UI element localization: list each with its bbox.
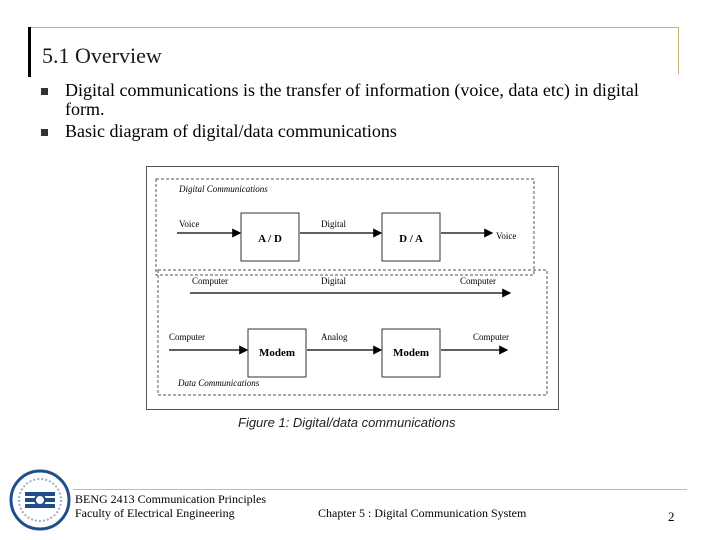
footer-course-info	[75, 492, 266, 520]
communications-diagram	[146, 166, 559, 410]
bullet-list	[40, 81, 680, 144]
figure-caption: Figure 1: Digital/data communications	[238, 415, 456, 430]
footer-course-name: BENG 2413 Communication Principles	[75, 492, 266, 506]
university-logo	[8, 468, 72, 532]
row3-left-label: Computer	[169, 332, 205, 342]
modem-left-label: Modem	[258, 347, 296, 359]
title-accent-bar	[28, 27, 31, 77]
slide-title: 5.1 Overview	[42, 43, 162, 68]
bullet-text: Basic diagram of digital/data communications	[65, 121, 397, 141]
digital-communications-label: Digital Communications	[179, 184, 268, 194]
diagram-canvas	[147, 167, 558, 409]
ad-converter-label: A / D	[258, 233, 282, 245]
row3-right-label: Computer	[473, 332, 509, 342]
row1-mid-label: Digital	[321, 219, 346, 229]
footer-chapter: Chapter 5 : Digital Communication System	[318, 506, 527, 520]
bullet-square-icon	[41, 88, 48, 95]
row2-right-label: Computer	[460, 276, 496, 286]
bullet-item	[40, 81, 680, 119]
row2-mid-label: Digital	[321, 276, 346, 286]
row1-left-label: Voice	[179, 219, 200, 229]
page-number: 2	[668, 509, 675, 524]
footer-faculty-name: Faculty of Electrical Engineering	[75, 506, 235, 520]
da-converter-label: D / A	[399, 233, 423, 245]
bullet-item	[40, 122, 680, 141]
footer-divider	[73, 489, 687, 490]
row3-mid-label: Analog	[321, 332, 348, 342]
bullet-square-icon	[41, 129, 48, 136]
university-logo-icon	[8, 468, 72, 532]
data-communications-label: Data Communications	[178, 378, 260, 388]
bullet-text: Digital communications is the transfer of information (voice, data etc) in digital form.	[65, 80, 639, 119]
row2-left-label: Computer	[192, 276, 228, 286]
row1-right-label: Voice	[496, 231, 517, 241]
modem-right-label: Modem	[392, 347, 430, 359]
